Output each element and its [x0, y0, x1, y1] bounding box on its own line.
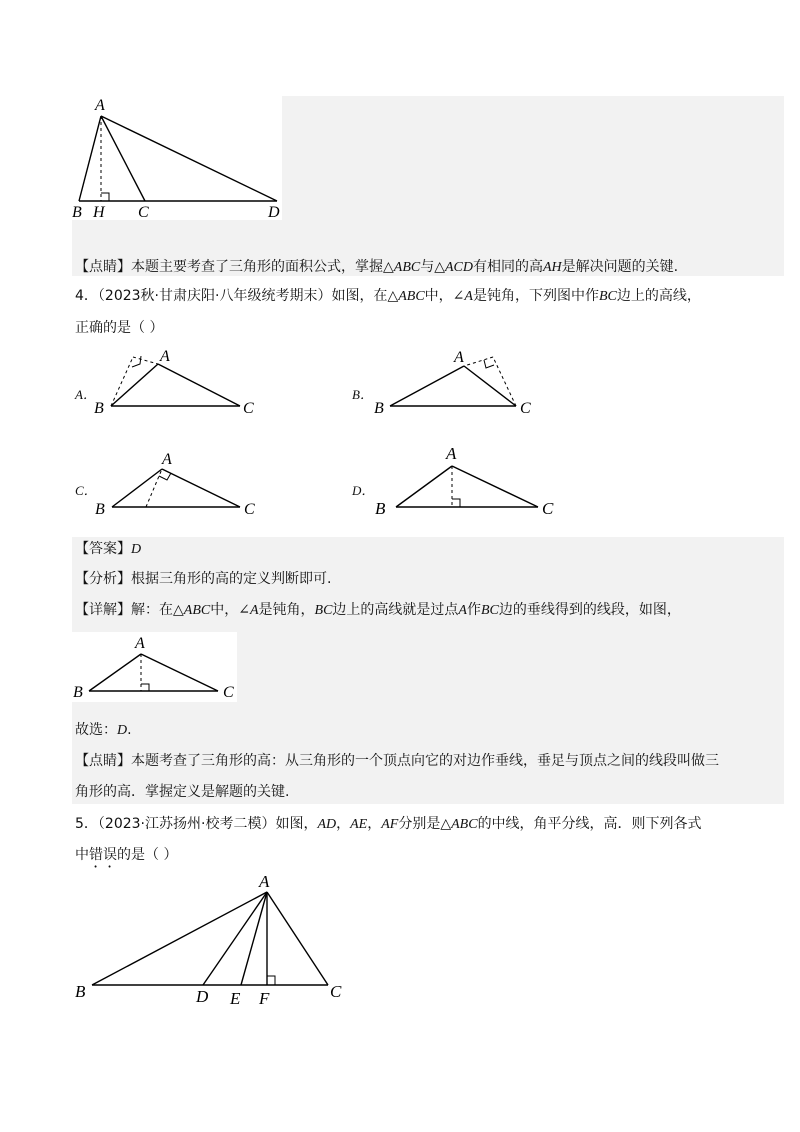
q4-question-line2: 正确的是（ ） [75, 320, 164, 336]
option-b-vertex-c: C [520, 400, 531, 417]
q5-question-line1: 5．（2023·江苏扬州·校考二模）如图，AD，AE，AF分别是△ABC的中线，角平分线，高．则下列各式 [75, 816, 702, 832]
q4-analysis: 【分析】根据三角形的高的定义判断即可. [75, 571, 332, 587]
option-b-vertex-b: B [374, 400, 384, 417]
option-c-figure[interactable] [90, 445, 270, 520]
label-d: D [268, 204, 280, 220]
q4-question-line1: 4．（2023秋·甘肃庆阳·八年级统考期末）如图，在△ABC中，∠A是钝角，下列图中作BC边上的高线， [75, 288, 701, 304]
option-b-figure[interactable] [370, 345, 550, 420]
q5-vertex-d: D [196, 987, 209, 1006]
q5-vertex-b: B [75, 982, 86, 1001]
option-d-vertex-c: C [542, 499, 554, 518]
label-b: B [72, 204, 82, 220]
q3-comment: 【点睛】本题主要考查了三角形的面积公式，掌握△ABC与△ACD有相同的高AH是解决问题的关键. [75, 259, 679, 275]
q4-answer: 【答案】D [75, 541, 142, 557]
q4-detail: 【详解】解：在△ABC中，∠A是钝角，BC边上的高线就是过点A作BC边的垂线得到的线段，如图， [75, 602, 681, 618]
label-h: H [93, 204, 105, 220]
detail-vertex-a: A [135, 635, 145, 652]
label-c: C [138, 204, 149, 220]
option-c-vertex-a: A [162, 451, 172, 468]
option-c-label: C． [75, 483, 97, 498]
figure-triangle-abd [72, 96, 282, 220]
option-b-vertex-a: A [454, 349, 464, 366]
option-d-vertex-b: B [375, 499, 386, 518]
detail-vertex-b: B [73, 684, 83, 701]
q5-vertex-a: A [259, 872, 270, 891]
q5-vertex-f: F [259, 989, 270, 1008]
detail-vertex-c: C [223, 684, 234, 701]
option-a-label: A． [75, 387, 96, 402]
q4-comment-line1: 【点睛】本题考查了三角形的高：从三角形的一个顶点向它的对边作垂线，垂足与顶点之间的线段叫做三 [75, 753, 719, 769]
q4-comment-line2: 角形的高．掌握定义是解题的关键. [75, 784, 290, 800]
q5-question-line2: 中错误的是（ ） [75, 847, 178, 863]
label-a: A [95, 97, 105, 114]
q4-choose: 故选：D. [75, 722, 132, 738]
q5-vertex-e: E [230, 989, 241, 1008]
option-a-vertex-b: B [94, 400, 104, 417]
option-d-label: D． [352, 483, 375, 498]
option-c-vertex-b: B [95, 501, 105, 518]
option-d-vertex-a: A [446, 444, 457, 463]
option-a-vertex-c: C [243, 400, 254, 417]
option-a-figure[interactable] [90, 345, 270, 420]
option-a-vertex-a: A [160, 348, 170, 365]
option-c-vertex-c: C [244, 501, 255, 518]
detail-figure [72, 632, 237, 702]
option-b-label: B． [352, 387, 373, 402]
option-d-figure[interactable] [370, 440, 560, 520]
q5-figure [72, 870, 362, 1010]
q5-vertex-c: C [330, 982, 342, 1001]
